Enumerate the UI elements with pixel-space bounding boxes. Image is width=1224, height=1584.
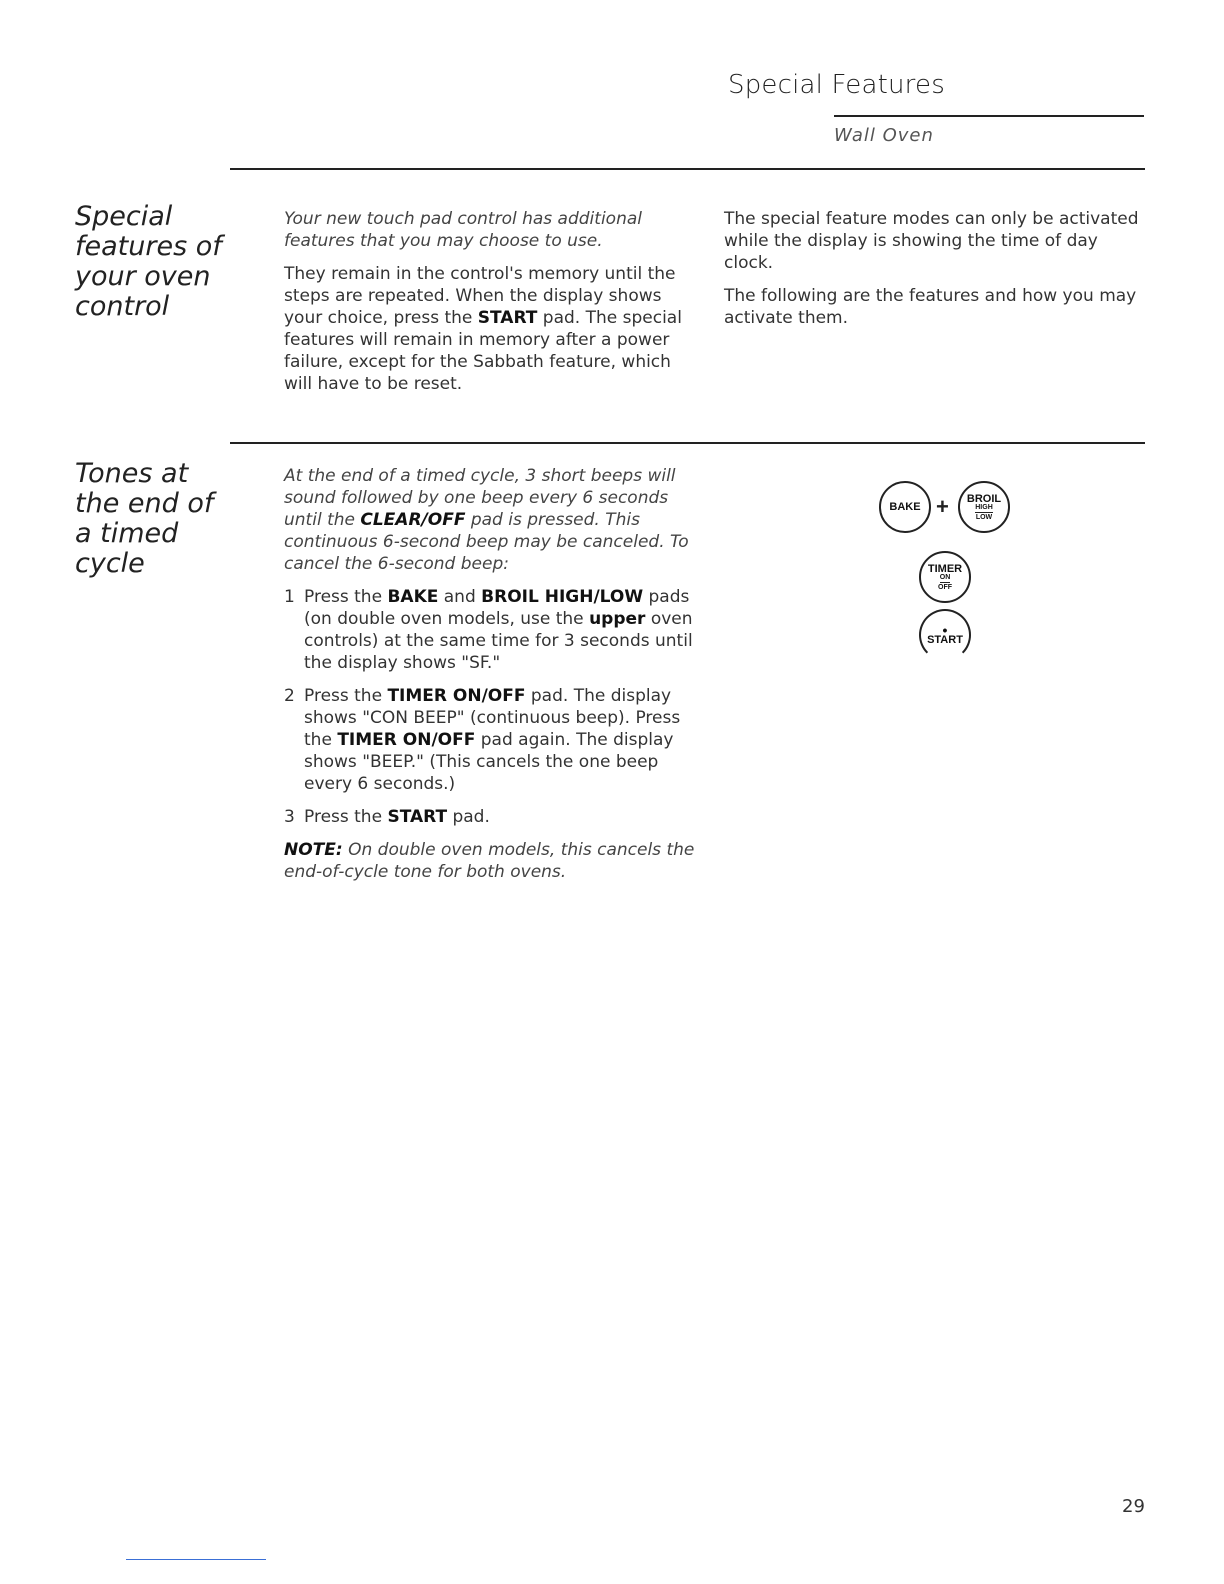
section1-right-column <box>724 208 1144 340</box>
section2-column <box>284 465 704 894</box>
step-3: 3 Press the START pad. <box>284 807 490 827</box>
step-2: 2 Press the TIMER ON/OFF pad. The display shows "CON BEEP" (continuous beep). Press the TIMER ON/OFF pad again. The display shows "BEEP." (This cancels the one beep every 6 seconds.) <box>284 686 681 794</box>
section1-paragraph: They remain in the control's memory until the steps are repeated. When the display shows your choice, press the START pad. The special features will remain in memory after a power failure, except for the Sabbath feature, which will have to be reset. <box>284 264 682 394</box>
section1-right-p1: The special feature modes can only be activated while the display is showing the time of day clock. <box>724 209 1139 273</box>
broil-pad-icon: BROIL HIGH LOW <box>958 481 1010 533</box>
note: NOTE: On double oven models, this cancels the end-of-cycle tone for both ovens. <box>284 840 695 882</box>
section1-intro: Your new touch pad control has additional features that you may choose to use. <box>284 209 642 251</box>
timer-pad-icon: TIMER ON OFF <box>919 551 971 603</box>
bake-pad-icon: BAKE <box>879 481 931 533</box>
plus-icon: + <box>936 494 949 519</box>
section-divider-1 <box>230 168 1145 170</box>
section-divider-2 <box>230 442 1145 444</box>
step-1: 1 Press the BAKE and BROIL HIGH/LOW pads (on double oven models, use the upper oven controls) at the same time for 3 seconds until the display shows "SF." <box>284 587 693 673</box>
section1-right-p2: The following are the features and how you may activate them. <box>724 286 1137 328</box>
section-heading-special-features: Special features of your oven control <box>75 201 222 322</box>
start-pad-icon: • START <box>919 609 971 661</box>
page-title: Special Features <box>728 70 945 100</box>
section1-left-column <box>284 208 704 406</box>
page-subtitle: Wall Oven <box>834 125 934 146</box>
section2-intro: At the end of a timed cycle, 3 short beeps will sound followed by one beep every 6 seconds until the CLEAR/OFF pad is pressed. This continuous 6-second beep may be canceled. To cancel the 6-second beep: <box>284 466 689 574</box>
section-heading-tones: Tones at the end of a timed cycle <box>75 458 214 579</box>
steps-list <box>284 586 704 828</box>
page-number: 29 <box>1122 1496 1145 1517</box>
header-divider <box>834 115 1144 117</box>
bottom-link-underline <box>126 1559 266 1560</box>
